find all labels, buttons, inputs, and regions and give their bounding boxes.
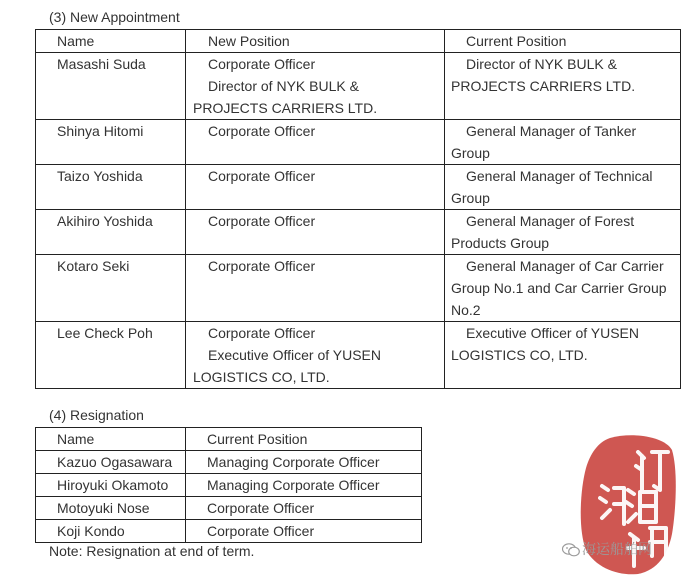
- person-name: Shinya Hitomi: [36, 120, 186, 165]
- table-row: [36, 53, 681, 120]
- table-row: [36, 210, 681, 255]
- watermark-text: 海运船舶网: [582, 541, 652, 557]
- new-position-cell: [186, 210, 445, 255]
- current-position-cell: Corporate Officer: [186, 497, 422, 520]
- new-position-line: Corporate Officer: [208, 213, 316, 229]
- current-position-cell: [445, 255, 681, 322]
- person-name: Akihiro Yoshida: [36, 210, 186, 255]
- new-position-cell: [186, 255, 445, 322]
- table-header-row: [36, 428, 422, 451]
- table-row: [36, 451, 422, 474]
- new-position-line: Corporate Officer: [208, 325, 316, 341]
- new-position-line: Corporate Officer: [208, 56, 316, 72]
- table-row: [36, 520, 422, 543]
- new-appointment-table: [35, 29, 681, 389]
- current-position-cell: [445, 322, 681, 389]
- current-position-cell: [445, 120, 681, 165]
- new-position-line: Director of NYK BULK &: [208, 78, 359, 94]
- new-position-line: PROJECTS CARRIERS LTD.: [193, 100, 378, 116]
- table-row: [36, 497, 422, 520]
- current-position-cell: Corporate Officer: [186, 520, 422, 543]
- person-name: Koji Kondo: [36, 520, 186, 543]
- current-position-cell: [445, 165, 681, 210]
- table-row: [36, 322, 681, 389]
- new-position-cell: [186, 120, 445, 165]
- current-position-text: General Manager of Forest Products Group: [451, 213, 635, 251]
- new-position-line: Executive Officer of YUSEN: [208, 347, 381, 363]
- person-name: Kazuo Ogasawara: [36, 451, 186, 474]
- current-position-text: Director of NYK BULK & PROJECTS CARRIERS LTD.: [451, 56, 636, 94]
- person-name: Masashi Suda: [36, 53, 186, 120]
- person-name: Motoyuki Nose: [36, 497, 186, 520]
- current-position-cell: Managing Corporate Officer: [186, 451, 422, 474]
- current-position-text: General Manager of Car Carrier Group No.1 and Car Carrier Group No.2: [451, 258, 667, 318]
- table-row: [36, 255, 681, 322]
- new-position-line: Corporate Officer: [208, 258, 316, 274]
- table-row: [36, 474, 422, 497]
- header-name: Name: [36, 428, 186, 451]
- new-position-cell: [186, 165, 445, 210]
- new-position-line: LOGISTICS CO, LTD.: [193, 369, 330, 385]
- wechat-icon: [562, 543, 580, 557]
- watermark: [562, 538, 682, 560]
- header-new-position: New Position: [186, 30, 445, 53]
- resignation-note: Note: Resignation at end of term.: [49, 543, 255, 559]
- current-position-cell: Managing Corporate Officer: [186, 474, 422, 497]
- new-appointment-title: (3) New Appointment: [49, 9, 180, 25]
- header-current-position: Current Position: [445, 30, 681, 53]
- person-name: Hiroyuki Okamoto: [36, 474, 186, 497]
- new-position-line: Corporate Officer: [208, 168, 316, 184]
- resignation-table: [35, 427, 422, 543]
- current-position-text: General Manager of Technical Group: [451, 168, 653, 206]
- header-current-position: Current Position: [186, 428, 422, 451]
- person-name: Lee Check Poh: [36, 322, 186, 389]
- current-position-cell: [445, 53, 681, 120]
- table-header-row: [36, 30, 681, 53]
- new-position-cell: [186, 322, 445, 389]
- resignation-title: (4) Resignation: [49, 407, 144, 423]
- person-name: Taizo Yoshida: [36, 165, 186, 210]
- person-name: Kotaro Seki: [36, 255, 186, 322]
- current-position-text: General Manager of Tanker Group: [451, 123, 637, 161]
- current-position-cell: [445, 210, 681, 255]
- header-name: Name: [36, 30, 186, 53]
- current-position-text: Executive Officer of YUSEN LOGISTICS CO, LTD.: [451, 325, 639, 363]
- new-position-cell: [186, 53, 445, 120]
- table-row: [36, 120, 681, 165]
- new-position-line: Corporate Officer: [208, 123, 316, 139]
- table-row: [36, 165, 681, 210]
